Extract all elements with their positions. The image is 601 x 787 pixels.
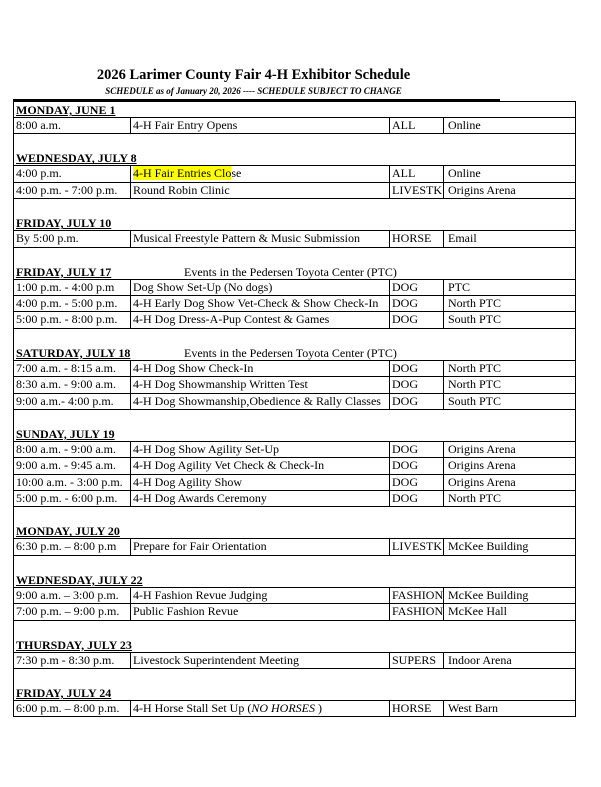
day-heading: MONDAY, JUNE 1: [16, 103, 116, 117]
section-spacer: [14, 556, 575, 572]
location-cell: McKee Building: [448, 539, 529, 554]
department-cell: DOG: [390, 394, 444, 409]
event-text: 4-H Horse Stall Set Up (: [133, 701, 252, 716]
schedule-row: [14, 118, 575, 134]
section-spacer: [14, 329, 575, 345]
day-header-row: [14, 345, 575, 361]
schedule-row: [14, 296, 575, 312]
event-text: 4-H Fashion Revue Judging: [133, 587, 268, 602]
schedule-table: [13, 101, 576, 717]
event-text: Public Fashion Revue: [133, 604, 239, 619]
schedule-row: [14, 458, 575, 474]
location-cell: McKee Building: [448, 587, 529, 602]
event-cell: [131, 475, 390, 490]
location-cell: North PTC: [448, 491, 502, 506]
time-cell: 5:00 p.m. - 8:00 p.m.: [14, 312, 131, 327]
document-subtitle: SCHEDULE as of January 20, 2026 ---- SCHEDULE SUBJECT TO CHANGE: [105, 86, 402, 96]
department-cell: DOG: [390, 475, 444, 490]
time-cell: 4:00 p.m. - 7:00 p.m.: [14, 183, 131, 198]
event-text: 4-H Dog Showmanship,Obedience & Rally Classes: [133, 393, 381, 408]
time-cell: 1:00 p.m. - 4:00 p.m: [14, 280, 131, 295]
day-header-row: [14, 215, 575, 231]
day-note: Events in the Pedersen Toyota Center (PTC): [184, 345, 397, 360]
day-section: [14, 329, 575, 410]
time-cell: 7:30 p.m - 8:30 p.m.: [14, 653, 131, 668]
section-spacer: [14, 410, 575, 426]
event-cell: [131, 539, 390, 554]
event-cell: [131, 458, 390, 473]
schedule-row: [14, 653, 575, 669]
day-header-row: [14, 523, 575, 539]
day-heading: SUNDAY, JULY 19: [16, 426, 115, 441]
day-section: [14, 102, 575, 134]
event-text: 4-H Early Dog Show Vet-Check & Show Check-In: [133, 295, 379, 310]
schedule-row: [14, 588, 575, 604]
event-cell: [131, 280, 390, 295]
department-cell: DOG: [390, 296, 444, 311]
event-text: 4-H Dog Agility Show: [133, 474, 243, 489]
event-text: se: [231, 166, 242, 181]
location-cell: North PTC: [448, 377, 502, 392]
section-spacer: [14, 199, 575, 215]
event-cell: [131, 296, 390, 311]
time-cell: 9:00 a.m. - 9:45 a.m.: [14, 458, 131, 473]
schedule-row: [14, 604, 575, 620]
day-note: Events in the Pedersen Toyota Center (PTC): [184, 264, 397, 279]
time-cell: 9:00 a.m. – 3:00 p.m.: [14, 588, 131, 603]
schedule-row: [14, 539, 575, 555]
day-header-row: [14, 637, 575, 653]
department-cell: HORSE: [390, 231, 444, 246]
day-heading: FRIDAY, JULY 10: [16, 216, 112, 231]
event-cell: [131, 166, 390, 181]
time-cell: 5:00 p.m. - 6:00 p.m.: [14, 491, 131, 506]
event-cell: [131, 231, 390, 246]
department-cell: DOG: [390, 442, 444, 457]
event-text: 4-H Dog Awards Ceremony: [133, 491, 267, 506]
event-text: 4-H Fair Entry Opens: [133, 118, 238, 132]
time-cell: 9:00 a.m.- 4:00 p.m.: [14, 394, 131, 409]
department-cell: ALL: [390, 166, 444, 181]
day-heading: WEDNESDAY, JULY 22: [16, 572, 143, 587]
department-cell: DOG: [390, 312, 444, 327]
location-cell: Online: [448, 166, 481, 181]
schedule-row: [14, 491, 575, 507]
day-section: [14, 507, 575, 555]
section-spacer: [14, 248, 575, 264]
day-section: [14, 248, 575, 329]
day-section: [14, 410, 575, 508]
time-cell: 8:00 a.m. - 9:00 a.m.: [14, 442, 131, 457]
time-cell: 6:30 p.m. – 8:00 p.m: [14, 539, 131, 554]
event-cell: [131, 701, 390, 716]
schedule-row: [14, 361, 575, 377]
schedule-row: [14, 280, 575, 296]
department-cell: DOG: [390, 377, 444, 392]
time-cell: 6:00 p.m. – 8:00 p.m.: [14, 701, 131, 716]
highlighted-text: 4-H Fair Entries Clo: [133, 166, 232, 181]
time-cell: 4:00 p.m.: [14, 166, 131, 181]
section-spacer: [14, 507, 575, 523]
location-cell: Indoor Arena: [448, 652, 512, 667]
event-italic-text: NO HORSES: [251, 701, 315, 716]
day-heading: MONDAY, JULY 20: [16, 524, 120, 539]
schedule-row: [14, 394, 575, 410]
time-cell: 8:00 a.m.: [14, 118, 131, 133]
schedule-row: [14, 442, 575, 458]
schedule-row: [14, 312, 575, 328]
department-cell: LIVESTK: [392, 182, 442, 197]
event-text: Round Robin Clinic: [133, 182, 230, 197]
day-section: [14, 134, 575, 199]
event-cell: [131, 361, 390, 376]
event-text: Prepare for Fair Orientation: [133, 539, 267, 554]
day-header-row: [14, 102, 575, 118]
event-cell: [131, 377, 390, 392]
department-cell: LIVESTK: [392, 539, 442, 554]
day-header-row: [14, 150, 575, 166]
event-text: Musical Freestyle Pattern & Music Submission: [133, 231, 360, 246]
day-heading: FRIDAY, JULY 24: [16, 686, 112, 701]
department-cell: DOG: [390, 280, 444, 295]
location-cell: North PTC: [448, 295, 502, 310]
event-cell: [131, 604, 390, 619]
section-spacer: [14, 134, 575, 150]
day-heading: SATURDAY, JULY 18: [16, 345, 131, 360]
day-header-row: [14, 426, 575, 442]
event-cell: [131, 394, 390, 409]
day-header-row: [14, 685, 575, 701]
schedule-row: [14, 183, 575, 199]
department-cell: DOG: [390, 491, 444, 506]
time-cell: 7:00 p.m. – 9:00 p.m.: [14, 604, 131, 619]
day-section: [14, 199, 575, 247]
section-spacer: [14, 669, 575, 685]
day-section: [14, 669, 575, 717]
event-cell: [131, 491, 390, 506]
department-cell: DOG: [390, 361, 444, 376]
day-section: [14, 556, 575, 621]
location-cell: Email: [448, 231, 477, 246]
document-title: 2026 Larimer County Fair 4-H Exhibitor Schedule: [96, 67, 411, 83]
location-cell: Origins Arena: [448, 474, 516, 489]
department-cell: HORSE: [390, 701, 444, 716]
location-cell: North PTC: [448, 360, 502, 375]
event-text-end: ): [315, 701, 322, 716]
event-cell: [131, 183, 390, 198]
event-text: Livestock Superintendent Meeting: [133, 652, 299, 667]
location-cell: Online: [448, 118, 481, 132]
location-cell: South PTC: [448, 312, 502, 327]
schedule-row: [14, 377, 575, 393]
time-cell: 10:00 a.m. - 3:00 p.m.: [14, 475, 131, 490]
event-cell: [131, 118, 390, 133]
event-text: 4-H Dog Agility Vet Check & Check-In: [133, 458, 325, 473]
location-cell: Origins Arena: [448, 182, 516, 197]
day-header-row: [14, 264, 575, 280]
section-spacer: [14, 621, 575, 637]
day-section: [14, 621, 575, 669]
day-heading: THURSDAY, JULY 23: [16, 637, 132, 652]
location-cell: Origins Arena: [448, 458, 516, 473]
department-cell: FASHION: [392, 604, 444, 619]
event-cell: [131, 442, 390, 457]
department-cell: ALL: [390, 118, 444, 133]
time-cell: 4:00 p.m. - 5:00 p.m.: [14, 296, 131, 311]
department-cell: DOG: [390, 458, 444, 473]
event-cell: [131, 653, 390, 668]
schedule-row: [14, 701, 575, 717]
department-cell: SUPERS: [390, 653, 444, 668]
time-cell: 7:00 a.m. - 8:15 a.m.: [14, 361, 131, 376]
event-text: Dog Show Set-Up (No dogs): [133, 279, 273, 294]
event-cell: [131, 312, 390, 327]
day-header-row: [14, 572, 575, 588]
event-text: 4-H Dog Dress-A-Pup Contest & Games: [133, 312, 330, 327]
schedule-row: [14, 475, 575, 491]
day-heading: FRIDAY, JULY 17: [16, 264, 112, 279]
location-cell: PTC: [448, 279, 471, 294]
event-text: 4-H Dog Show Agility Set-Up: [133, 441, 280, 456]
location-cell: Origins Arena: [448, 441, 516, 456]
location-cell: West Barn: [448, 701, 499, 716]
schedule-row: [14, 166, 575, 182]
event-cell: [131, 588, 390, 603]
location-cell: McKee Hall: [448, 604, 507, 619]
event-text: 4-H Dog Show Check-In: [133, 360, 254, 375]
location-cell: South PTC: [448, 393, 502, 408]
day-heading: WEDNESDAY, JULY 8: [16, 151, 137, 166]
schedule-row: [14, 231, 575, 247]
time-cell: 8:30 a.m. - 9:00 a.m.: [14, 377, 131, 392]
time-cell: By 5:00 p.m.: [14, 231, 131, 246]
department-cell: FASHION: [392, 587, 444, 602]
event-text: 4-H Dog Showmanship Written Test: [133, 377, 308, 392]
